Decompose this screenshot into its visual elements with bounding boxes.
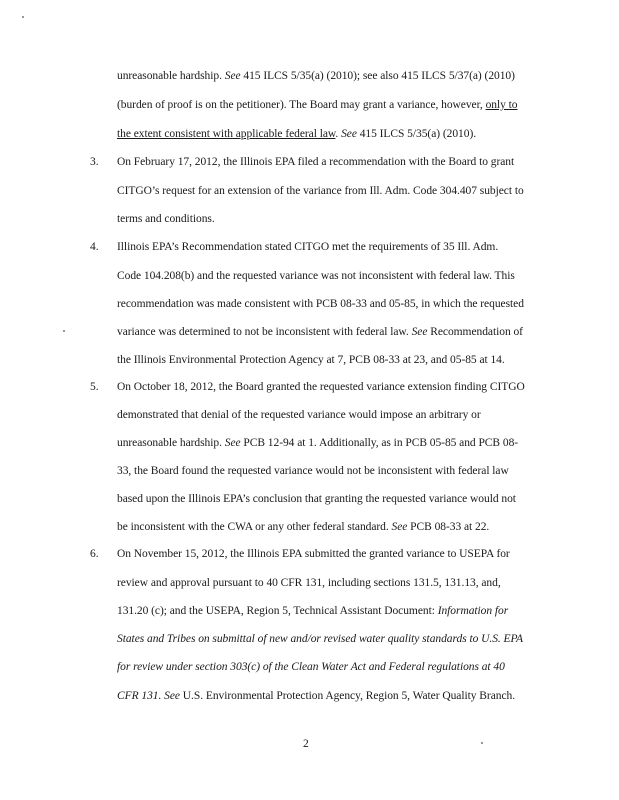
item-6-line-4: States and Tribes on submittal of new and/or revised water quality standards to U.S. EPA <box>117 633 523 645</box>
item-4-line-4: variance was determined to not be inconsistent with federal law. See Recommendation of <box>117 326 523 338</box>
item-5-line-3: unreasonable hardship. See PCB 12-94 at 1. Additionally, as in PCB 05-85 and PCB 08- <box>117 437 519 449</box>
item-4-number: 4. <box>90 241 99 253</box>
item-3-line-3: terms and conditions. <box>117 213 215 225</box>
item-4-line-2: Code 104.208(b) and the requested variance was not inconsistent with federal law. This <box>117 270 515 282</box>
paragraph-continuation-line-1: unreasonable hardship. See 415 ILCS 5/35(a) (2010); see also 415 ILCS 5/37(a) (2010) <box>117 70 515 82</box>
item-3-line-2: CITGO’s request for an extension of the variance from Ill. Adm. Code 304.407 subject to <box>117 185 524 197</box>
item-3-line-1: On February 17, 2012, the Illinois EPA filed a recommendation with the Board to grant <box>117 156 515 168</box>
item-6-line-1: On November 15, 2012, the Illinois EPA submitted the granted variance to USEPA for <box>117 548 510 560</box>
item-6-number: 6. <box>90 548 99 560</box>
scan-speck <box>22 16 24 18</box>
item-5-line-1: On October 18, 2012, the Board granted the requested variance extension finding CITGO <box>117 381 525 393</box>
paragraph-continuation-line-2: (burden of proof is on the petitioner). The Board may grant a variance, however, only to <box>117 99 518 111</box>
item-6-line-5: for review under section 303(c) of the Clean Water Act and Federal regulations at 40 <box>117 661 505 673</box>
scan-speck <box>63 330 65 332</box>
item-5-line-4: 33, the Board found the requested variance would not be inconsistent with federal law <box>117 465 509 477</box>
item-6-line-3: 131.20 (c); and the USEPA, Region 5, Technical Assistant Document: Information for <box>117 605 509 617</box>
item-5-line-6: be inconsistent with the CWA or any other federal standard. See PCB 08-33 at 22. <box>117 521 490 533</box>
item-6-line-2: review and approval pursuant to 40 CFR 131, including sections 131.5, 131.13, and, <box>117 577 501 589</box>
paragraph-continuation-line-3: the extent consistent with applicable federal law. See 415 ILCS 5/35(a) (2010). <box>117 128 477 140</box>
item-5-number: 5. <box>90 381 99 393</box>
item-5-line-5: based upon the Illinois EPA’s conclusion that granting the requested variance would not <box>117 493 516 505</box>
item-5-line-2: demonstrated that denial of the requested variance would impose an arbitrary or <box>117 409 481 421</box>
item-4-line-3: recommendation was made consistent with PCB 08-33 and 05-85, in which the requested <box>117 298 524 310</box>
item-4-line-5: the Illinois Environmental Protection Agency at 7, PCB 08-33 at 23, and 05-85 at 14. <box>117 354 505 366</box>
page-number: 2 <box>303 738 309 750</box>
item-4-line-1: Illinois EPA’s Recommendation stated CITGO met the requirements of 35 Ill. Adm. <box>117 241 499 253</box>
item-6-line-6: CFR 131. See U.S. Environmental Protection Agency, Region 5, Water Quality Branch. <box>117 690 516 702</box>
scan-speck <box>481 742 483 744</box>
item-3-number: 3. <box>90 156 99 168</box>
